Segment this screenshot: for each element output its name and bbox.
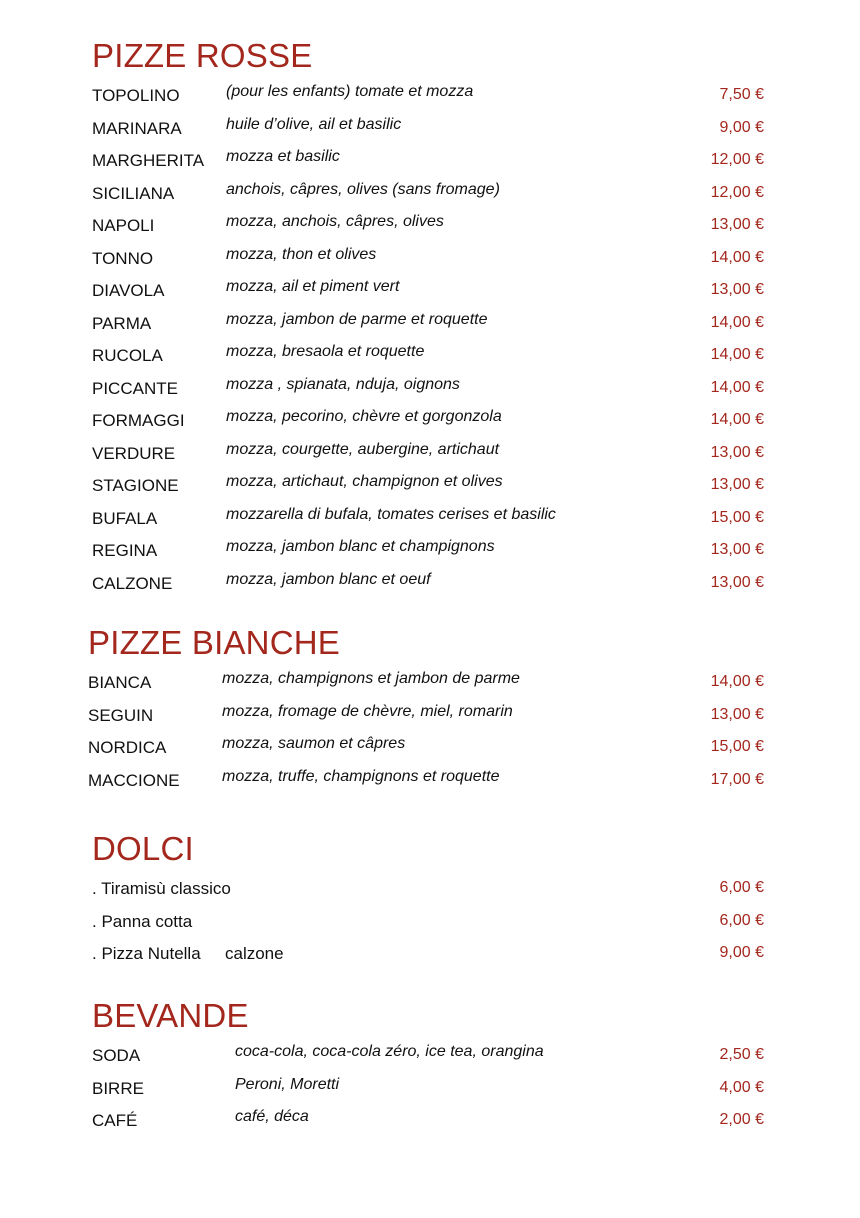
item-name: VERDURE [92,443,176,463]
dessert-price: 6,00 € [719,879,764,896]
menu-item-row [0,310,860,338]
item-description: café, déca [235,1108,309,1125]
item-price: 13,00 € [710,443,764,461]
item-description: mozza, jambon blanc et oeuf [226,570,431,588]
dessert-name: . Panna cotta [92,911,193,931]
item-price: 17,00 € [710,770,764,788]
item-description: mozza , spianata, nduja, oignons [226,375,460,393]
item-price: 15,00 € [710,508,764,526]
item-description: mozza, courgette, aubergine, artichaut [226,440,500,458]
item-name: STAGIONE [92,476,179,495]
item-description: mozza, pecorino, chèvre et gorgonzola [226,408,502,425]
item-description: mozza et basilic [226,148,340,165]
menu-item-row [0,570,860,598]
menu-item-row [0,538,860,565]
item-name: SODA [92,1046,141,1065]
item-price: 12,00 € [710,151,764,168]
menu-item-row [0,1043,860,1070]
item-name: BIANCA [88,673,152,692]
item-description: mozza, fromage de chèvre, miel, romarin [222,702,513,720]
item-price: 9,00 € [719,118,764,136]
menu-item-row [0,440,860,468]
item-description: mozza, jambon de parme et roquette [226,310,488,328]
item-price: 2,00 € [719,1111,764,1128]
dessert-row [0,944,860,968]
dessert-note: calzone [225,944,284,963]
item-price: 12,00 € [710,183,764,201]
item-price: 7,50 € [719,86,764,103]
menu-item-row [0,1108,860,1135]
item-price: 2,50 € [719,1046,764,1063]
menu-item-row [0,278,860,305]
menu-item-row [0,1075,860,1103]
item-name: CAFÉ [92,1111,138,1130]
item-description: mozza, truffe, champignons et roquette [222,767,500,785]
dessert-name: . Pizza Nutella [92,944,201,963]
menu-item-row [0,408,860,435]
section-title-pizze-rosse: PIZZE ROSSE [92,37,313,74]
menu-item-row [0,148,860,175]
section-title-pizze-bianche: PIZZE BIANCHE [88,624,340,661]
menu-item-row [0,245,860,273]
item-name: FORMAGGI [92,411,185,430]
item-name: BUFALA [92,508,158,528]
item-description: mozza, artichaut, champignon et olives [226,473,503,490]
item-price: 14,00 € [710,313,764,331]
item-description: mozza, anchois, câpres, olives [226,213,444,230]
menu-item-row [0,473,860,500]
item-description: Peroni, Moretti [235,1075,340,1093]
item-price: 14,00 € [710,346,764,363]
item-price: 13,00 € [710,705,764,723]
menu-item-row [0,83,860,110]
item-price: 14,00 € [710,378,764,396]
item-price: 14,00 € [710,248,764,266]
item-price: 4,00 € [719,1078,764,1096]
dessert-row [0,879,860,903]
item-price: 13,00 € [710,476,764,493]
menu-item-row [0,767,860,795]
item-name: SICILIANA [92,183,175,203]
item-name: MACCIONE [88,770,180,790]
item-price: 13,00 € [710,216,764,233]
item-name: NAPOLI [92,216,155,235]
menu-item-row [0,702,860,730]
item-price: 13,00 € [710,573,764,591]
menu-item-row [0,735,860,762]
item-name: REGINA [92,541,158,560]
menu-item-row [0,213,860,240]
item-name: RUCOLA [92,346,163,365]
item-description: huile d’olive, ail et basilic [226,115,402,133]
item-name: PARMA [92,313,152,333]
item-name: MARINARA [92,118,182,138]
item-name: MARGHERITA [92,151,205,170]
item-name: CALZONE [92,573,173,593]
item-description: mozzarella di bufala, tomates cerises et basilic [226,505,556,523]
item-description: mozza, bresaola et roquette [226,343,425,360]
item-name: BIRRE [92,1078,144,1098]
item-price: 14,00 € [710,411,764,428]
item-price: 14,00 € [710,673,764,690]
item-name: TOPOLINO [92,86,180,105]
item-price: 13,00 € [710,541,764,558]
item-description: mozza, thon et olives [226,245,377,263]
item-name: NORDICA [88,738,167,757]
menu-item-row [0,670,860,697]
item-price: 15,00 € [710,738,764,755]
menu-item-row [0,115,860,143]
dessert-name: . Tiramisù classico [92,879,231,898]
menu-item-row [0,343,860,370]
menu-item-row [0,375,860,403]
menu-item-row [0,180,860,208]
dessert-price: 9,00 € [719,944,764,961]
item-description: mozza, saumon et câpres [222,735,406,752]
menu-item-row [0,505,860,533]
item-description: (pour les enfants) tomate et mozza [226,83,474,100]
item-price: 13,00 € [710,281,764,298]
item-name: PICCANTE [92,378,178,398]
section-title-bevande: BEVANDE [92,997,249,1034]
item-description: mozza, ail et piment vert [226,278,400,295]
section-title-dolci: DOLCI [92,830,194,867]
dessert-row [0,912,860,936]
item-name: DIAVOLA [92,281,165,300]
item-name: SEGUIN [88,705,154,725]
item-description: mozza, jambon blanc et champignons [226,538,495,555]
item-description: coca-cola, coca-cola zéro, ice tea, orangina [235,1043,544,1060]
item-name: TONNO [92,248,154,268]
dessert-price: 6,00 € [719,911,764,929]
item-description: mozza, champignons et jambon de parme [222,670,520,687]
item-description: anchois, câpres, olives (sans fromage) [226,180,500,198]
